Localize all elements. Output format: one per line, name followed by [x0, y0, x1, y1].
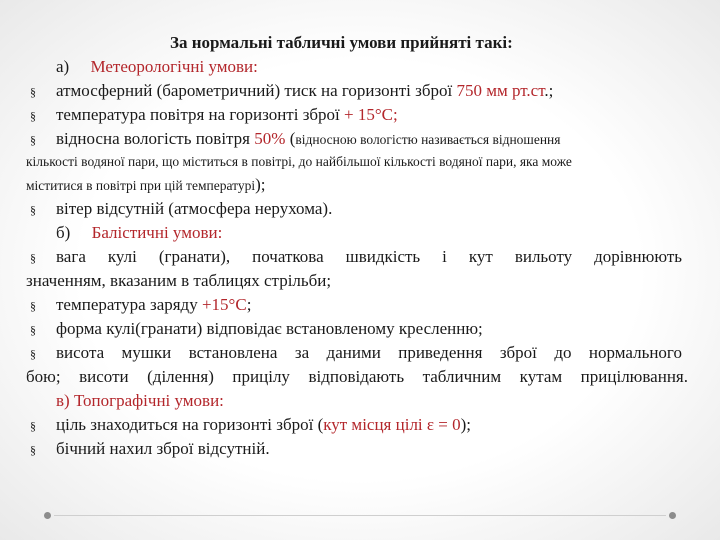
bullet-icon: §: [30, 251, 36, 265]
slide-title: За нормальні табличні умови прийняті такі:: [170, 33, 513, 52]
dot-right-icon: [669, 512, 676, 519]
section-c-label: в) Топографічні умови:: [56, 391, 224, 410]
humidity-definition-line1: кількості водяної пари, що міститься в повітрі, до найбільшої кількості водяної пари, яка може: [26, 154, 572, 169]
bullet-shape-text: форма кулі(гранати) відповідає встановленому кресленню;: [56, 319, 483, 338]
humidity-definition-line2: міститися в повітрі при цій температурі);: [26, 175, 266, 194]
section-a-heading: [56, 56, 720, 78]
bullet-icon: §: [30, 443, 36, 457]
wind-text: вітер відсутній (атмосфера нерухома).: [56, 199, 333, 218]
pressure-text: атмосферний (барометричний) тиск на горизонті зброї 750 мм рт.ст.;: [56, 81, 554, 100]
bullet-icon: §: [30, 203, 36, 217]
charge-temperature-text: температура заряду +15°С;: [56, 295, 252, 314]
target-text: ціль знаходиться на горизонті зброї (кут місця цілі ε = 0);: [56, 415, 472, 434]
bullet-weight-line2: значенням, вказаним в таблицях стрільби;: [26, 271, 332, 290]
section-b-heading: [56, 222, 720, 244]
bullet-icon: §: [30, 347, 36, 361]
divider-line: [54, 515, 666, 516]
air-temperature-text: температура повітря на горизонті зброї + 15°С;: [56, 105, 398, 124]
decorative-divider: [44, 509, 676, 521]
section-b-letter: б): [56, 223, 71, 242]
bullet-icon: §: [30, 85, 36, 99]
front-sight-line2: бою; висоти (ділення) прицілу відповідають табличним кутам прицілювання.: [26, 367, 688, 386]
bullet-icon: §: [30, 299, 36, 313]
bullet-icon: §: [30, 133, 36, 147]
section-a-letter: а): [56, 57, 70, 76]
section-c-heading: [56, 390, 720, 412]
bullet-weight-line1: вага кулі (гранати), початкова швидкість і кут вильоту дорівнюють: [56, 247, 682, 266]
bullet-icon: §: [30, 109, 36, 123]
dot-left-icon: [44, 512, 51, 519]
section-b-label: Балістичні умови:: [91, 223, 223, 242]
bullet-icon: §: [30, 419, 36, 433]
front-sight-line1: висота мушки встановлена за даними приведення зброї до нормального: [56, 343, 682, 362]
bullet-icon: §: [30, 323, 36, 337]
section-a-label: Метеорологічні умови:: [90, 57, 258, 76]
tilt-text: бічний нахил зброї відсутній.: [56, 439, 270, 458]
humidity-text: відносна вологість повітря 50% (відносною вологістю називається відношення: [56, 129, 561, 148]
